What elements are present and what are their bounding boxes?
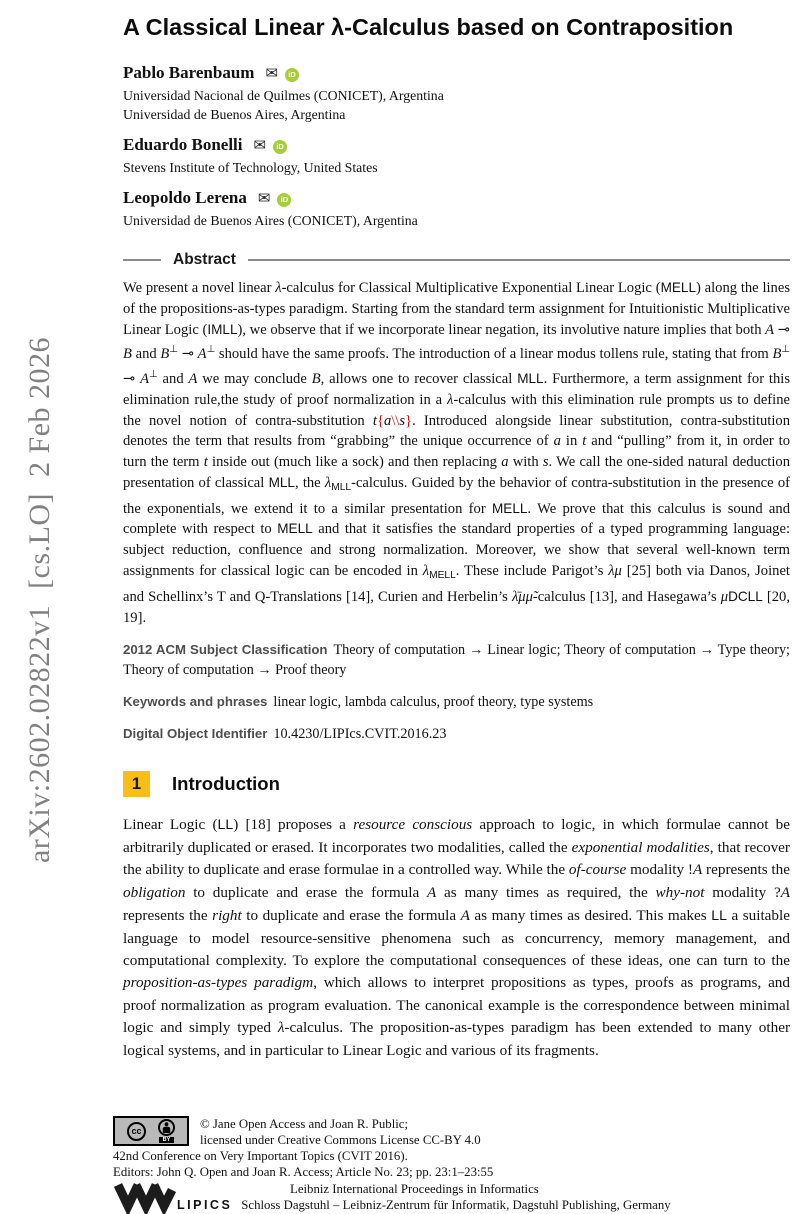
acm-classification-row — [123, 640, 790, 680]
cc-by-icon — [158, 1119, 175, 1143]
acm-classification-label: 2012 ACM Subject Classification — [123, 642, 328, 658]
copyright-line-2: licensed under Creative Commons License CC-BY 4.0 — [200, 1133, 481, 1147]
publisher-line — [177, 1197, 790, 1213]
author-affiliation: Stevens Institute of Technology, United States — [123, 160, 378, 175]
author-name-row — [123, 133, 790, 158]
orcid-icon[interactable]: iD — [273, 140, 287, 154]
editors-line: Editors: John Q. Open and Joan R. Access; Article No. 23; pp. 23:1–23:55 — [113, 1165, 494, 1179]
by-label: BY — [159, 1137, 175, 1143]
main-column — [123, 0, 790, 1062]
copyright-text — [200, 1116, 481, 1148]
publisher-text: Schloss Dagstuhl – Leibniz-Zentrum für Informatik, Dagstuhl Publishing, Germany — [241, 1198, 671, 1212]
keywords-value: linear logic, lambda calculus, proof theory, type systems — [273, 694, 594, 711]
abstract-heading — [123, 251, 790, 269]
acm-classification-value: Theory of computation → Linear logic; Theory of computation → Type theory; Theory of computation → Proof theory — [123, 642, 790, 679]
author-affiliation: Universidad de Buenos Aires, Argentina — [123, 107, 346, 122]
email-icon[interactable]: ✉ — [257, 191, 271, 207]
lipics-logo-icon — [113, 1181, 173, 1213]
author-name: Eduardo Bonelli — [123, 135, 243, 154]
section-number-badge: 1 — [123, 771, 150, 797]
author-affiliation: Universidad de Buenos Aires (CONICET), Argentina — [123, 213, 418, 228]
author-name-row — [123, 186, 790, 211]
keywords-label: Keywords and phrases — [123, 694, 268, 710]
page-title: A Classical Linear λ-Calculus based on Contraposition — [123, 14, 734, 40]
lipics-block — [113, 1181, 790, 1214]
author-name: Leopoldo Lerena — [123, 188, 247, 207]
email-icon[interactable]: ✉ — [253, 138, 267, 154]
abstract-rule-right — [248, 259, 790, 261]
author-name: Pablo Barenbaum — [123, 63, 255, 82]
page-footer — [113, 1116, 790, 1214]
author-block — [123, 186, 790, 230]
cc-icon: cc — [127, 1122, 146, 1141]
abstract-rule-left — [123, 259, 161, 261]
abstract-text: We present a novel linear λ-calculus for Classical Multiplicative Exponential Linear Logic (MELL) along the lines of the propositions-as-types paradigm. Starting from the standard term assignment for Intuitionistic Multiplicative Linear Logic (IMLL), we observe that if we incorporate linear negation, its involutive nature implies that both A ⊸ B and B⊥ ⊸ A⊥ should have the same proofs. The introduction of a linear modus tollens rule, stating that from B⊥ ⊸ A⊥ and A we may conclude B, allows one to recover classical MLL. Furthermore, a term assignment for this elimination rule,the study of proof normalization in a λ-calculus with this elimination rule prompts us to define the novel notion of contra-substitution t{a\\s}. Introduced alongside linear substitution, contra-substitution denotes the term that results from “grabbing” the unique occurrence of a in t and “pulling” from it, in order to turn the term t inside out (much like a sock) and then replacing a with s. We call the one-sided natural deduction presentation of classical MLL, the $\lambda_{MLL}$-calculus. Guided by the behavior of contra-substitution in the presence of the exponentials, we extend it to a similar presentation for MELL. We prove that this calculus is sound and complete with respect to MELL and that it satisfies the standard properties of a typed programming language: subject reduction, confluence and strong normalization. Moreover, we show that several well-known term assignments for classical logic can be encoded in $\lambda_{MELL}$. These include Parigot’s λμ [25] both via Danos, Joinet and Schellinx’s T and Q-Translations [14], Curien and Herbelin’s λ̄μμ̃-calculus [13], and Hasegawa’s μDCLL [20, 19]. — [123, 280, 791, 626]
author-list — [123, 61, 790, 230]
author-affiliation: Universidad Nacional de Quilmes (CONICET), Argentina — [123, 88, 444, 103]
series-line: Leibniz International Proceedings in Informatics — [290, 1182, 539, 1196]
lipics-wordmark: LIPICS — [177, 1198, 233, 1212]
email-icon[interactable]: ✉ — [265, 66, 279, 82]
doi-row — [123, 724, 790, 744]
person-icon — [158, 1119, 175, 1136]
section-title: Introduction — [172, 773, 280, 795]
author-name-row — [123, 61, 790, 86]
copyright-line-1: © Jane Open Access and Joan R. Public; — [200, 1117, 409, 1131]
orcid-icon[interactable]: iD — [277, 193, 291, 207]
copyright-row — [113, 1116, 790, 1148]
cc-by-license-badge[interactable] — [113, 1116, 189, 1146]
author-block — [123, 61, 790, 124]
doi-value[interactable]: 10.4230/LIPIcs.CVIT.2016.23 — [273, 726, 447, 743]
arxiv-watermark: arXiv:2602.02822v1 [cs.LO] 2 Feb 2026 — [23, 336, 56, 864]
doi-label: Digital Object Identifier — [123, 726, 268, 742]
introduction-text: Linear Logic (LL) [18] proposes a resource conscious approach to logic, in which formulae cannot be arbitrarily duplicated or erased. It incorporates two modalities, called the exponential modalities, that recover the ability to duplicate and erase formulae in a controlled way. While the of-course modality !A represents the obligation to duplicate and erase the formula A as many times as required, the why-not modality ?A represents the right to duplicate and erase the formula A as many times as desired. This makes LL a suitable language to model resource-sensitive phenomena such as concurrency, memory management, and computational complexity. To explore the computational consequences of these ideas, one can turn to the proposition-as-types paradigm, which allows to interpret propositions as types, proofs as programs, and proof normalization as program evaluation. The canonical example is the correspondence between minimal logic and simply typed λ-calculus. The proposition-as-types paradigm has been extended to many other logical systems, and in particular to Linear Logic and various of its fragments. — [123, 816, 791, 1059]
keywords-row — [123, 692, 790, 712]
orcid-icon[interactable]: iD — [285, 68, 299, 82]
abstract-heading-label: Abstract — [173, 251, 236, 268]
section-heading — [123, 771, 790, 797]
author-block — [123, 133, 790, 177]
conference-line: 42nd Conference on Very Important Topics (CVIT 2016). — [113, 1149, 408, 1163]
